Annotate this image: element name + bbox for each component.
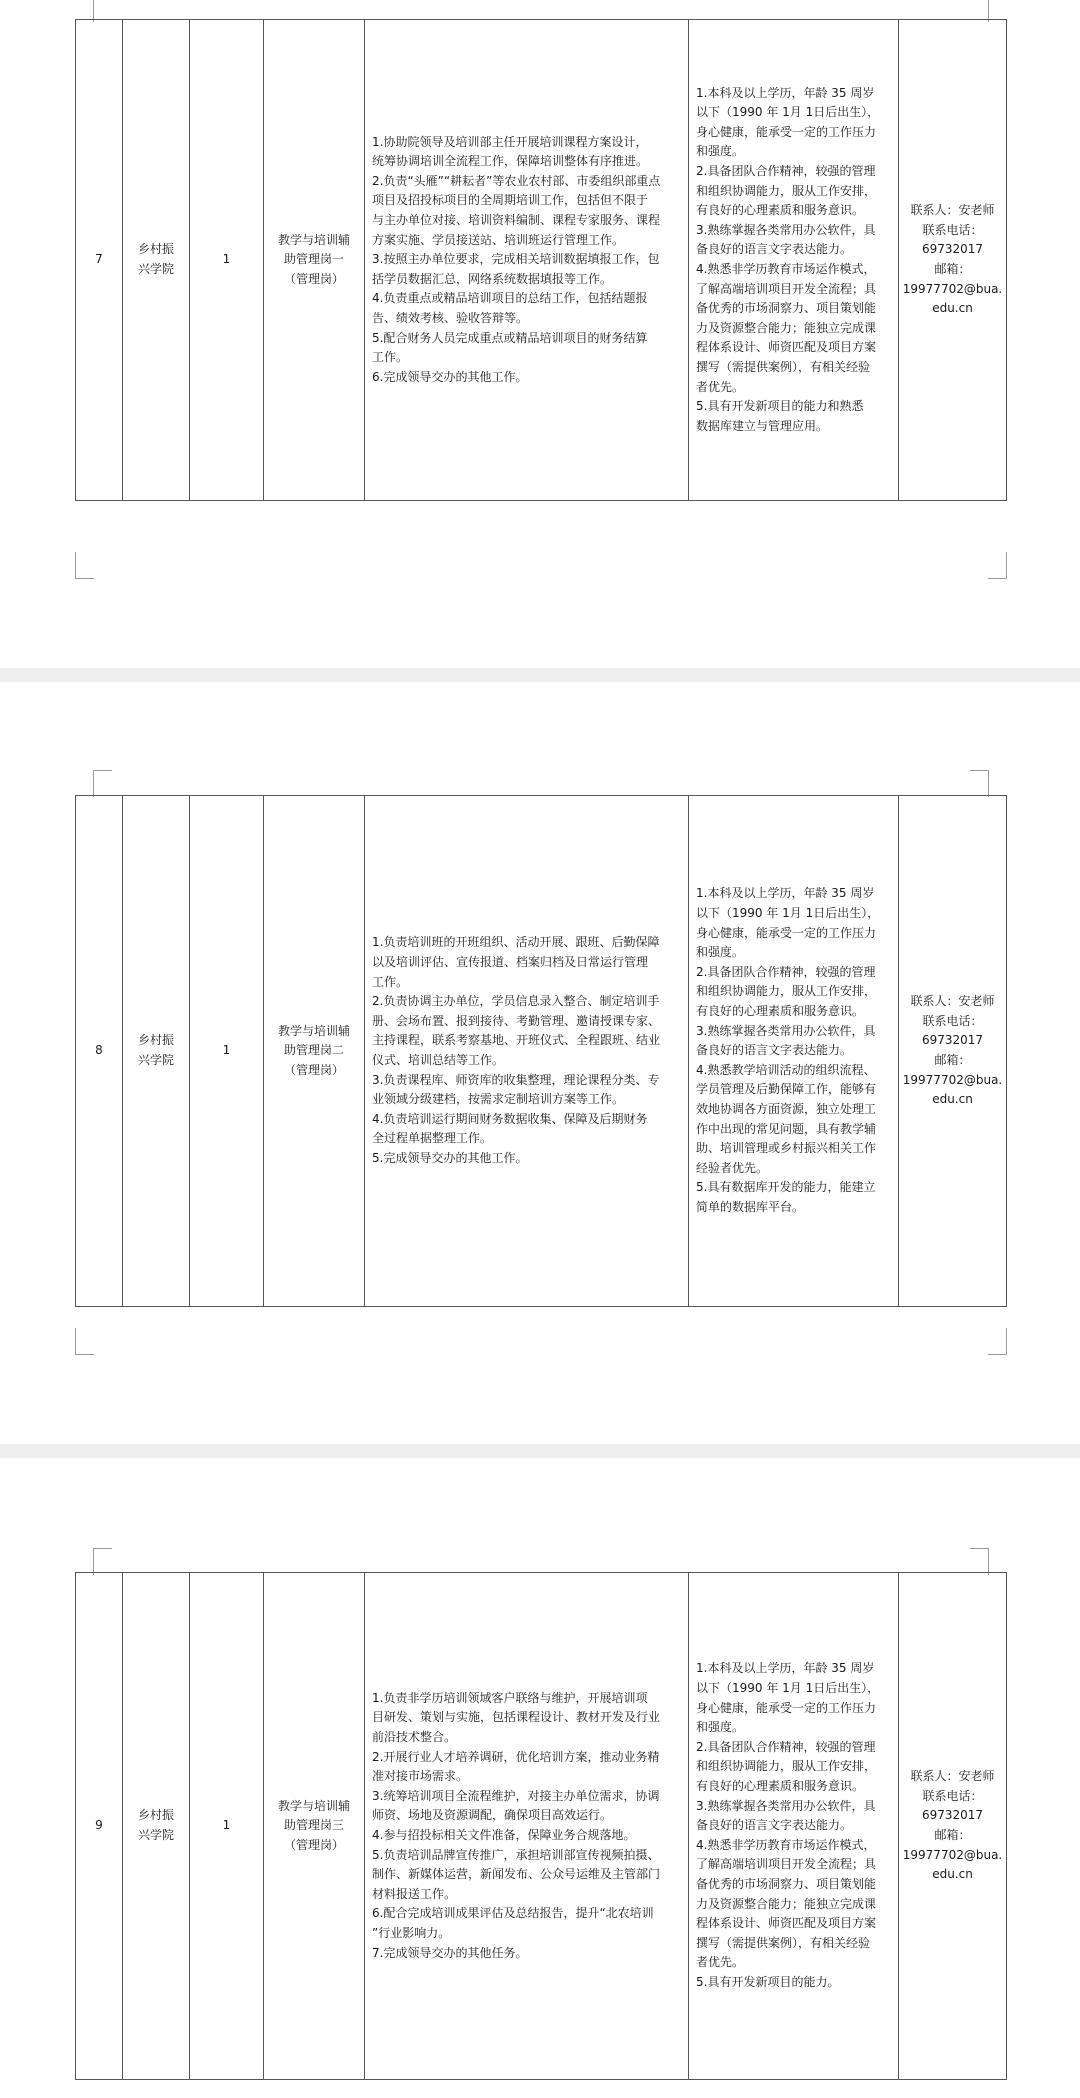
requirement-line: 和强度。 [696,1720,745,1735]
requirement-line: 和强度。 [696,144,745,159]
position-line: （管理岗） [283,1837,344,1852]
duty-line: ”行业影响力。 [372,1925,451,1940]
page-corner-mark [75,552,94,579]
contact-phone: 69732017 [921,242,984,257]
requirements-cell [689,796,899,1307]
requirement-line: 有良好的心理素质和服务意识。 [696,1004,865,1019]
requirements-cell [689,1573,899,2080]
contact-cell [899,20,1007,501]
position-line: 教学与培训辅 [277,1023,350,1038]
contact-phone-label: 联系电话： [922,222,983,237]
duty-line: 5.配合财务人员完成重点或精品培训项目的财务结算 [372,330,648,345]
duty-line: 3.按照主办单位要求，完成相关培训数据填报工作，包 [372,252,660,267]
contact-email: 19977702@bua. [902,1847,1003,1862]
headcount-cell: 1 [190,1573,264,2080]
position-line: 助管理岗三 [283,1818,344,1833]
page-corner-mark [93,770,112,797]
page-corner-mark [988,552,1007,579]
duty-line: 3.负责课程库、师资库的收集整理，理论课程分类、专 [372,1072,660,1087]
position-line: 教学与培训辅 [277,232,350,247]
requirement-line: 者优先。 [696,1955,745,1970]
duty-line: 全过程单据整理工作。 [372,1131,493,1146]
requirement-line: 助、培训管理或乡村振兴相关工作 [696,1141,877,1156]
contact-phone: 69732017 [921,1033,984,1048]
duty-line: 6.配合完成培训成果评估及总结报告，提升“北农培训 [372,1906,654,1921]
requirement-line: 作中出现的常见问题，具有教学辅 [696,1121,877,1136]
contact-email: edu.cn [932,1092,973,1107]
duty-line: 师资、场地及资源调配，确保项目高效运行。 [372,1808,613,1823]
contact-cell [899,1573,1007,2080]
duty-line: 项目及招投标项目的全周期培训工作，包括但不限于 [372,193,649,208]
duty-line: 工作。 [372,350,409,365]
duty-line: 以及培训评估、宣传报道、档案归档及日常运行管理 [372,955,649,970]
duty-line: 方案实施、学员接送站、培训班运行管理工作。 [372,232,625,247]
requirement-line: 有良好的心理素质和服务意识。 [696,203,865,218]
duties-cell [365,796,689,1307]
contact-email: edu.cn [932,1867,973,1882]
duty-line: 1.负责培训班的开班组织、活动开展、跟班、后勤保障 [372,935,660,950]
job-table [75,1572,1007,2080]
requirement-line: 有良好的心理素质和服务意识。 [696,1779,865,1794]
requirement-line: 5.具有开发新项目的能力和熟悉 [696,399,864,414]
serial-number-cell: 9 [76,1573,123,2080]
contact-email-label: 邮箱： [934,1053,971,1067]
contact-cell [899,796,1007,1307]
requirement-line: 备良好的语言文字表达能力。 [696,242,853,257]
serial-number-cell: 8 [76,796,123,1307]
duty-line: 4.负责培训运行期间财务数据收集、保障及后期财务 [372,1111,648,1126]
requirement-line: 3.熟练掌握各类常用办公软件，具 [696,1798,876,1813]
requirement-line: 和强度。 [696,945,745,960]
duty-line: 仪式、培训总结等工作。 [372,1053,505,1067]
requirement-line: 4.熟悉非学历教育市场运作模式， [696,1837,876,1852]
college-line: 兴学院 [137,1828,174,1842]
duty-line: 制作、新媒体运营，新闻发布、公众号运维及主管部门 [372,1867,661,1882]
requirement-line: 4.熟悉非学历教育市场运作模式， [696,262,876,276]
duties-cell [365,1573,689,2080]
requirement-line: 1.本科及以上学历，年龄 35 周岁 [696,886,875,901]
contact-person: 联系人：安老师 [910,203,995,218]
contact-email-label: 邮箱： [934,1828,971,1842]
requirement-line: 5.具有数据库开发的能力，能建立 [696,1180,876,1195]
page-corner-mark [93,1548,112,1575]
duty-line: 7.完成领导交办的其他任务。 [372,1945,528,1960]
college-cell [123,1573,190,2080]
duty-line: 4.参与招投标相关文件准备，保障业务合规落地。 [372,1828,636,1842]
duty-line: 4.负责重点或精品培训项目的总结工作，包括结题报 [372,291,648,306]
duty-line: 告、绩效考核、验收答辩等。 [372,310,529,325]
position-cell [264,796,365,1307]
requirement-line: 3.熟练掌握各类常用办公软件，具 [696,222,876,237]
page-corner-mark [970,770,989,797]
page-corner-mark [75,1328,94,1355]
requirement-line: 学员管理及后勤保障工作，能够有 [696,1082,877,1097]
table-row [76,1573,1007,2080]
requirement-line: 备良好的语言文字表达能力。 [696,1818,853,1833]
duty-line: 主持课程，联系考察基地、开班仪式、全程跟班、结业 [372,1033,661,1048]
contact-email: edu.cn [932,301,973,316]
page-separator [0,1444,1080,1458]
job-table [75,19,1007,501]
contact-person: 联系人：安老师 [910,994,995,1009]
requirement-line: 了解高端培训项目开发全流程；具 [696,1857,877,1872]
requirement-line: 3.熟练掌握各类常用办公软件，具 [696,1023,876,1038]
duty-line: 前沿技术整合。 [372,1730,457,1745]
duty-line: 2.负责“头雁”“耕耘者”等农业农村部、市委组织部重点 [372,173,661,188]
contact-phone-label: 联系电话： [922,1013,983,1028]
requirement-line: 力及资源整合能力；能独立完成课 [696,320,877,335]
requirement-line: 程体系设计、师资匹配及项目方案 [696,1916,877,1931]
requirement-line: 以下（1990 年 1月 1日后出生）， [696,105,880,120]
page-corner-mark [970,1548,989,1575]
contact-phone: 69732017 [921,1808,984,1823]
duty-line: 统筹协调培训全流程工作，保障培训整体有序推进。 [372,154,649,169]
duties-cell [365,20,689,501]
duty-line: 与主办单位对接、培训资料编制、课程专家服务、课程 [372,213,661,228]
duty-line: 5.负责培训品牌宣传推广，承担培训部宣传视频拍摄、 [372,1847,660,1862]
job-table [75,795,1007,1307]
contact-email: 19977702@bua. [902,1072,1003,1087]
requirements-cell [689,20,899,501]
requirement-line: 程体系设计、师资匹配及项目方案 [696,340,877,355]
requirement-line: 2.具备团队合作精神，较强的管理 [696,164,876,179]
requirement-line: 备优秀的市场洞察力、项目策划能 [696,301,877,316]
position-line: （管理岗） [283,1062,344,1077]
requirement-line: 数据库建立与管理应用。 [696,418,829,433]
contact-phone-label: 联系电话： [922,1788,983,1803]
requirement-line: 4.熟悉教学培训活动的组织流程、 [696,1062,876,1077]
table-row [76,20,1007,501]
requirement-line: 效地协调各方面资源，独立处理工 [696,1101,877,1116]
requirement-line: 和组织协调能力，服从工作安排， [696,183,877,198]
requirement-line: 简单的数据库平台。 [696,1199,805,1214]
requirement-line: 和组织协调能力，服从工作安排， [696,984,877,999]
requirement-line: 备良好的语言文字表达能力。 [696,1043,853,1058]
duty-line: 6.完成领导交办的其他工作。 [372,369,528,384]
requirement-line: 以下（1990 年 1月 1日后出生）， [696,906,880,921]
serial-number-cell: 7 [76,20,123,501]
requirement-line: 身心健康，能承受一定的工作压力 [696,925,877,940]
position-line: 助管理岗二 [283,1043,344,1058]
duty-line: 1.负责非学历培训领域客户联络与维护，开展培训项 [372,1690,648,1705]
requirement-line: 1.本科及以上学历，年龄 35 周岁 [696,1661,875,1676]
college-cell [123,20,190,501]
headcount-cell: 1 [190,20,264,501]
duty-line: 括学员数据汇总，网络系统数据填报等工作。 [372,271,613,286]
position-line: 教学与培训辅 [277,1798,350,1813]
college-line: 乡村振 [137,1808,174,1823]
requirement-line: 者优先。 [696,379,745,394]
requirement-line: 身心健康，能承受一定的工作压力 [696,124,877,139]
requirement-line: 备优秀的市场洞察力、项目策划能 [696,1876,877,1891]
requirement-line: 2.具备团队合作精神，较强的管理 [696,1739,876,1754]
requirement-line: 撰写（需提供案例），有相关经验 [696,1935,871,1950]
duty-line: 2.开展行业人才培养调研，优化培训方案，推动业务精 [372,1749,660,1764]
duty-line: 目研发、策划与实施，包括课程设计、教材开发及行业 [372,1710,661,1725]
table-row [76,796,1007,1307]
requirement-line: 经验者优先。 [696,1160,769,1175]
requirement-line: 身心健康，能承受一定的工作压力 [696,1700,877,1715]
position-line: 助管理岗一 [283,252,344,267]
requirement-line: 1.本科及以上学历，年龄 35 周岁 [696,85,875,100]
duty-line: 1.协助院领导及培训部主任开展培训课程方案设计， [372,134,648,149]
page-corner-mark [988,1328,1007,1355]
duty-line: 册、会场布置、报到接待、考勤管理、邀请授课专家、 [372,1013,661,1028]
duty-line: 工作。 [372,974,409,989]
requirement-line: 和组织协调能力，服从工作安排， [696,1759,877,1774]
contact-person: 联系人：安老师 [910,1769,995,1784]
duty-line: 3.统筹培训项目全流程维护，对接主办单位需求，协调 [372,1788,660,1803]
duty-line: 5.完成领导交办的其他工作。 [372,1150,528,1165]
college-line: 乡村振 [137,242,174,257]
college-line: 乡村振 [137,1033,174,1048]
duty-line: 2.负责协调主办单位，学员信息录入整合、制定培训手 [372,994,660,1009]
college-line: 兴学院 [137,262,174,276]
college-line: 兴学院 [137,1053,174,1067]
duty-line: 材料报送工作。 [372,1886,457,1901]
headcount-cell: 1 [190,796,264,1307]
requirement-line: 以下（1990 年 1月 1日后出生）， [696,1681,880,1696]
duty-line: 准对接市场需求。 [372,1769,469,1784]
requirement-line: 力及资源整合能力；能独立完成课 [696,1896,877,1911]
requirement-line: 5.具有开发新项目的能力。 [696,1974,840,1989]
position-cell [264,1573,365,2080]
requirement-line: 撰写（需提供案例），有相关经验 [696,359,871,374]
college-cell [123,796,190,1307]
position-line: （管理岗） [283,271,344,286]
contact-email: 19977702@bua. [902,281,1003,296]
contact-email-label: 邮箱： [934,262,971,276]
position-cell [264,20,365,501]
requirement-line: 了解高端培训项目开发全流程；具 [696,281,877,296]
page-separator [0,668,1080,682]
requirement-line: 2.具备团队合作精神，较强的管理 [696,964,876,979]
duty-line: 业领域分级建档，按需求定制培训方案等工作。 [372,1092,625,1107]
